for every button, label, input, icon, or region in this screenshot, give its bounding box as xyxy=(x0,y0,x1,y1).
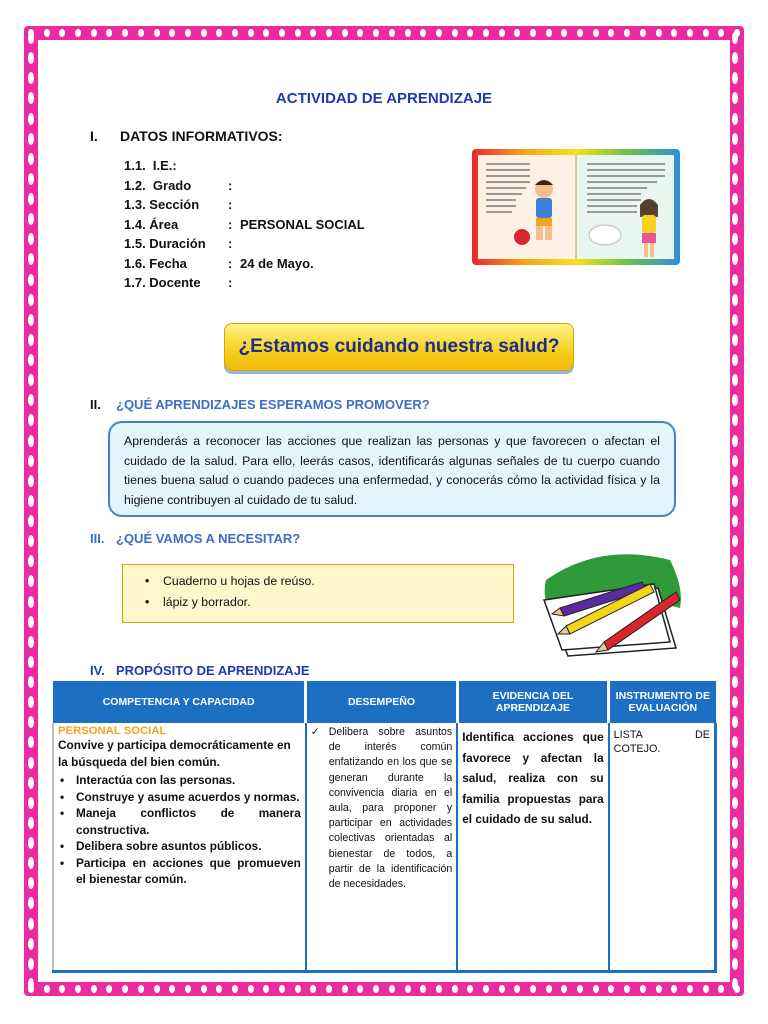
border-dot xyxy=(436,985,442,993)
border-dot xyxy=(703,985,709,993)
border-dot xyxy=(310,985,316,993)
border-dot xyxy=(732,616,738,628)
border-dot xyxy=(122,29,128,37)
border-dot xyxy=(28,797,34,809)
border-dot xyxy=(28,72,34,84)
border-dot xyxy=(732,777,738,789)
border-dot xyxy=(28,113,34,125)
border-dot xyxy=(530,985,536,993)
competencia-text: Convive y participa democráticamente en la búsqueda del bien común. xyxy=(58,738,291,769)
story-panel-left xyxy=(478,155,577,259)
border-dot xyxy=(342,985,348,993)
border-dot xyxy=(703,29,709,37)
border-dot xyxy=(154,29,160,37)
border-dot xyxy=(732,918,738,930)
table-header-row xyxy=(53,681,716,723)
border-dot xyxy=(201,985,207,993)
border-dot xyxy=(389,985,395,993)
border-dot xyxy=(28,555,34,567)
info-separator: : xyxy=(228,216,233,232)
aprendizajes-text-box: Aprenderás a reconocer las acciones que realizan las personas y que favorecen o afectan el cuidado de la salud. Para ello, leerás casos, identificarás algunas señales de tu cuerpo cuando tienes buena salud o cuando padeces una enfermedad, y conocerás cómo la actividad física y la higiene contribuyen al cuidado de tu salud. xyxy=(108,421,676,517)
border-dot xyxy=(732,575,738,587)
border-dot xyxy=(732,153,738,165)
border-dot xyxy=(732,435,738,447)
border-dot xyxy=(732,334,738,346)
info-separator: : xyxy=(228,255,233,271)
info-separator: : xyxy=(228,275,233,290)
info-label: 1.4. Área xyxy=(124,216,179,232)
paper-and-pencils-icon xyxy=(530,548,690,658)
border-dot xyxy=(28,153,34,165)
border-dot xyxy=(577,985,583,993)
border-dot xyxy=(44,985,50,993)
info-label: 1.3. Sección xyxy=(124,197,200,212)
border-dot xyxy=(732,877,738,889)
section-number: I. xyxy=(90,128,98,144)
border-dot xyxy=(467,29,473,37)
info-separator: : xyxy=(228,197,233,212)
border-dot xyxy=(732,475,738,487)
border-dot xyxy=(28,958,34,970)
border-dot xyxy=(106,29,112,37)
border-dot xyxy=(28,193,34,205)
border-dot xyxy=(28,736,34,748)
border-dot xyxy=(656,29,662,37)
border-dot xyxy=(732,294,738,306)
desempeno-text: Delibera sobre asuntos de interés común enfatizando en los que se generan durante la convivencia diaria en el aula, para proponer y participar en actividades colectivas orientadas al bienestar de todos, a partir de la identificación de necesidades. xyxy=(328,726,453,891)
border-dot xyxy=(732,374,738,386)
list-item: • Delibera sobre asuntos públicos. xyxy=(58,838,301,855)
border-dot xyxy=(28,616,34,628)
border-dot xyxy=(732,857,738,869)
border-dot xyxy=(732,354,738,366)
border-dot xyxy=(248,29,254,37)
border-dot xyxy=(732,837,738,849)
info-label: 1.2. Grado xyxy=(124,177,192,193)
border-dot xyxy=(28,133,34,145)
section-proposito-heading xyxy=(90,663,310,678)
border-dot xyxy=(28,676,34,688)
info-separator xyxy=(228,156,240,176)
border-dot xyxy=(28,857,34,869)
border-dot xyxy=(357,29,363,37)
border-dot xyxy=(216,985,222,993)
border-dot xyxy=(248,985,254,993)
border-dot xyxy=(546,985,552,993)
instrumento-text: LISTA DE COTEJO. xyxy=(613,729,710,755)
border-dot xyxy=(624,985,630,993)
info-label: 1.5. Duración xyxy=(124,236,206,251)
border-dot xyxy=(467,985,473,993)
border-dot xyxy=(59,29,65,37)
border-dot xyxy=(342,29,348,37)
border-dot xyxy=(732,414,738,426)
border-dot xyxy=(28,837,34,849)
instrumento-cell xyxy=(609,723,716,971)
section-title: ¿QUÉ VAMOS A NECESITAR? xyxy=(116,531,301,546)
border-dot xyxy=(514,29,520,37)
section-title: DATOS INFORMATIVOS: xyxy=(120,128,283,144)
border-dot xyxy=(732,797,738,809)
border-dot xyxy=(405,29,411,37)
border-dot xyxy=(593,985,599,993)
border-dot xyxy=(263,985,269,993)
border-dot xyxy=(373,985,379,993)
border-dot xyxy=(28,757,34,769)
border-dot xyxy=(624,29,630,37)
column-header: INSTRUMENTO DE EVALUACIÓN xyxy=(609,681,716,723)
border-dot xyxy=(279,29,285,37)
border-dot xyxy=(28,294,34,306)
border-dot xyxy=(420,29,426,37)
story-illustration xyxy=(472,149,680,265)
border-dot xyxy=(732,193,738,205)
info-label: 1.6. Fecha xyxy=(124,255,187,271)
border-dot xyxy=(28,394,34,406)
border-dot xyxy=(28,233,34,245)
border-dot xyxy=(593,29,599,37)
border-dot xyxy=(185,29,191,37)
border-dot xyxy=(732,455,738,467)
border-dot xyxy=(561,985,567,993)
border-dots-bottom xyxy=(28,985,740,993)
border-dot xyxy=(732,233,738,245)
border-dot xyxy=(28,938,34,950)
border-dot xyxy=(732,394,738,406)
border-dot xyxy=(732,596,738,608)
section-number: IV. xyxy=(90,663,105,678)
border-dot xyxy=(732,958,738,970)
materials-list xyxy=(122,564,514,623)
section-necesitar-heading xyxy=(90,531,300,546)
border-dot xyxy=(91,29,97,37)
border-dot xyxy=(514,985,520,993)
border-dot xyxy=(279,985,285,993)
column-header: COMPETENCIA Y CAPACIDAD xyxy=(53,681,306,723)
border-dot xyxy=(28,716,34,728)
border-dot xyxy=(28,354,34,366)
border-dot xyxy=(687,29,693,37)
evidencia-text: Identifica acciones que favorece y afectan la salud, realiza con su familia propuestas para el cuidado de su salud. xyxy=(462,730,604,826)
border-dot xyxy=(608,29,614,37)
border-dot xyxy=(732,113,738,125)
info-label: 1.1. I.E.: xyxy=(124,158,177,173)
border-dot xyxy=(389,29,395,37)
border-dot xyxy=(732,656,738,668)
border-dot xyxy=(28,696,34,708)
desempeno-cell xyxy=(306,723,457,971)
border-dot xyxy=(295,29,301,37)
border-dot xyxy=(640,29,646,37)
border-dot xyxy=(201,29,207,37)
table-row xyxy=(53,723,716,971)
border-dot xyxy=(732,978,738,990)
border-dots-top xyxy=(28,29,740,37)
border-dot xyxy=(28,978,34,990)
info-row xyxy=(124,195,365,215)
border-dot xyxy=(28,274,34,286)
border-dot xyxy=(373,29,379,37)
border-dot xyxy=(483,985,489,993)
border-dot xyxy=(420,985,426,993)
border-dot xyxy=(28,314,34,326)
border-dot xyxy=(687,985,693,993)
border-dot xyxy=(28,897,34,909)
border-dot xyxy=(640,985,646,993)
border-dot xyxy=(326,985,332,993)
info-value: 24 de Mayo. xyxy=(240,255,314,271)
info-row xyxy=(124,215,365,235)
border-dot xyxy=(732,716,738,728)
border-dot xyxy=(483,29,489,37)
border-dot xyxy=(732,495,738,507)
border-dot xyxy=(732,133,738,145)
border-dot xyxy=(138,985,144,993)
border-dot xyxy=(732,173,738,185)
border-dot xyxy=(28,173,34,185)
border-dot xyxy=(28,374,34,386)
list-item: • Construye y asume acuerdos y normas. xyxy=(58,789,301,806)
section-title: PROPÓSITO DE APRENDIZAJE xyxy=(116,663,310,678)
border-dot xyxy=(28,334,34,346)
competencia-cell xyxy=(53,723,306,971)
border-dot xyxy=(28,435,34,447)
border-dot xyxy=(216,29,222,37)
border-dot xyxy=(28,656,34,668)
area-label: PERSONAL SOCIAL xyxy=(58,725,167,737)
border-dot xyxy=(122,985,128,993)
border-dot xyxy=(732,314,738,326)
border-dot xyxy=(718,985,724,993)
info-value: PERSONAL SOCIAL xyxy=(240,216,365,232)
border-dot xyxy=(732,52,738,64)
border-dot xyxy=(28,414,34,426)
border-dot xyxy=(75,985,81,993)
border-dot xyxy=(732,72,738,84)
border-dot xyxy=(732,676,738,688)
border-dot xyxy=(28,455,34,467)
border-dot xyxy=(28,596,34,608)
border-dot xyxy=(671,985,677,993)
border-dot xyxy=(732,213,738,225)
border-dot xyxy=(671,29,677,37)
border-dot xyxy=(732,897,738,909)
info-row xyxy=(124,254,365,274)
border-dot xyxy=(28,918,34,930)
list-item: • Interactúa con las personas. xyxy=(58,772,301,789)
list-item: • Maneja conflictos de manera constructiva. xyxy=(58,805,301,838)
girl-washing-hands-icon xyxy=(585,195,675,259)
border-dot xyxy=(28,475,34,487)
border-dot xyxy=(232,29,238,37)
datos-informativos-list xyxy=(124,156,365,293)
page-title: ACTIVIDAD DE APRENDIZAJE xyxy=(275,90,493,107)
border-dot xyxy=(28,636,34,648)
checkmark-icon: ✓ xyxy=(310,726,320,738)
border-dot xyxy=(546,29,552,37)
evidencia-cell xyxy=(457,723,608,971)
border-dot xyxy=(732,696,738,708)
border-dot xyxy=(436,29,442,37)
column-header: DESEMPEÑO xyxy=(306,681,457,723)
section-number: III. xyxy=(90,531,105,546)
border-dot xyxy=(28,515,34,527)
border-dot xyxy=(732,274,738,286)
info-separator: : xyxy=(228,236,233,251)
border-dot xyxy=(732,736,738,748)
border-dot xyxy=(154,985,160,993)
border-dot xyxy=(718,29,724,37)
border-dot xyxy=(185,985,191,993)
border-dot xyxy=(28,253,34,265)
list-item: • Participa en acciones que promueven el bienestar común. xyxy=(58,855,301,888)
info-row xyxy=(124,273,365,293)
border-dot xyxy=(28,575,34,587)
border-dot xyxy=(263,29,269,37)
border-dots-right xyxy=(732,32,740,990)
story-panel-right xyxy=(577,155,674,259)
border-dot xyxy=(59,985,65,993)
border-dot xyxy=(28,495,34,507)
border-dot xyxy=(732,555,738,567)
border-dot xyxy=(310,29,316,37)
border-dot xyxy=(608,985,614,993)
border-dot xyxy=(732,817,738,829)
border-dot xyxy=(577,29,583,37)
info-label: 1.7. Docente xyxy=(124,275,201,290)
border-dot xyxy=(28,877,34,889)
border-dot xyxy=(326,29,332,37)
border-dot xyxy=(295,985,301,993)
border-dot xyxy=(357,985,363,993)
border-dot xyxy=(169,985,175,993)
border-dot xyxy=(499,985,505,993)
border-dot xyxy=(732,32,738,44)
border-dot xyxy=(91,985,97,993)
border-dot xyxy=(530,29,536,37)
border-dot xyxy=(499,29,505,37)
border-dot xyxy=(732,253,738,265)
section-number: II. xyxy=(90,397,101,412)
border-dot xyxy=(732,515,738,527)
border-dot xyxy=(732,938,738,950)
border-dot xyxy=(44,29,50,37)
border-dot xyxy=(732,757,738,769)
border-dot xyxy=(28,32,34,44)
list-item: • lápiz y borrador. xyxy=(137,592,499,613)
list-item: • Cuaderno u hojas de reúso. xyxy=(137,571,499,592)
border-dot xyxy=(75,29,81,37)
border-dot xyxy=(452,29,458,37)
border-dot xyxy=(561,29,567,37)
border-dot xyxy=(138,29,144,37)
border-dot xyxy=(28,52,34,64)
capacidades-list xyxy=(58,772,301,888)
section-datos-heading xyxy=(90,128,283,144)
border-dot xyxy=(732,535,738,547)
proposito-table xyxy=(52,681,717,973)
info-row xyxy=(124,234,365,254)
boy-playing-icon xyxy=(514,175,574,255)
activity-title-banner: ¿Estamos cuidando nuestra salud? xyxy=(224,323,574,371)
border-dot xyxy=(28,213,34,225)
border-dots-left xyxy=(28,32,36,990)
column-header: EVIDENCIA DEL APRENDIZAJE xyxy=(457,681,608,723)
border-dot xyxy=(405,985,411,993)
info-separator: : xyxy=(228,177,233,193)
section-aprendizajes-heading xyxy=(90,397,430,412)
border-dot xyxy=(732,636,738,648)
border-dot xyxy=(28,777,34,789)
info-row xyxy=(124,156,365,176)
border-dot xyxy=(28,817,34,829)
border-dot xyxy=(232,985,238,993)
border-dot xyxy=(28,535,34,547)
border-dot xyxy=(169,29,175,37)
border-dot xyxy=(106,985,112,993)
section-title: ¿QUÉ APRENDIZAJES ESPERAMOS PROMOVER? xyxy=(116,397,430,412)
border-dot xyxy=(656,985,662,993)
info-row xyxy=(124,176,365,196)
border-dot xyxy=(452,985,458,993)
